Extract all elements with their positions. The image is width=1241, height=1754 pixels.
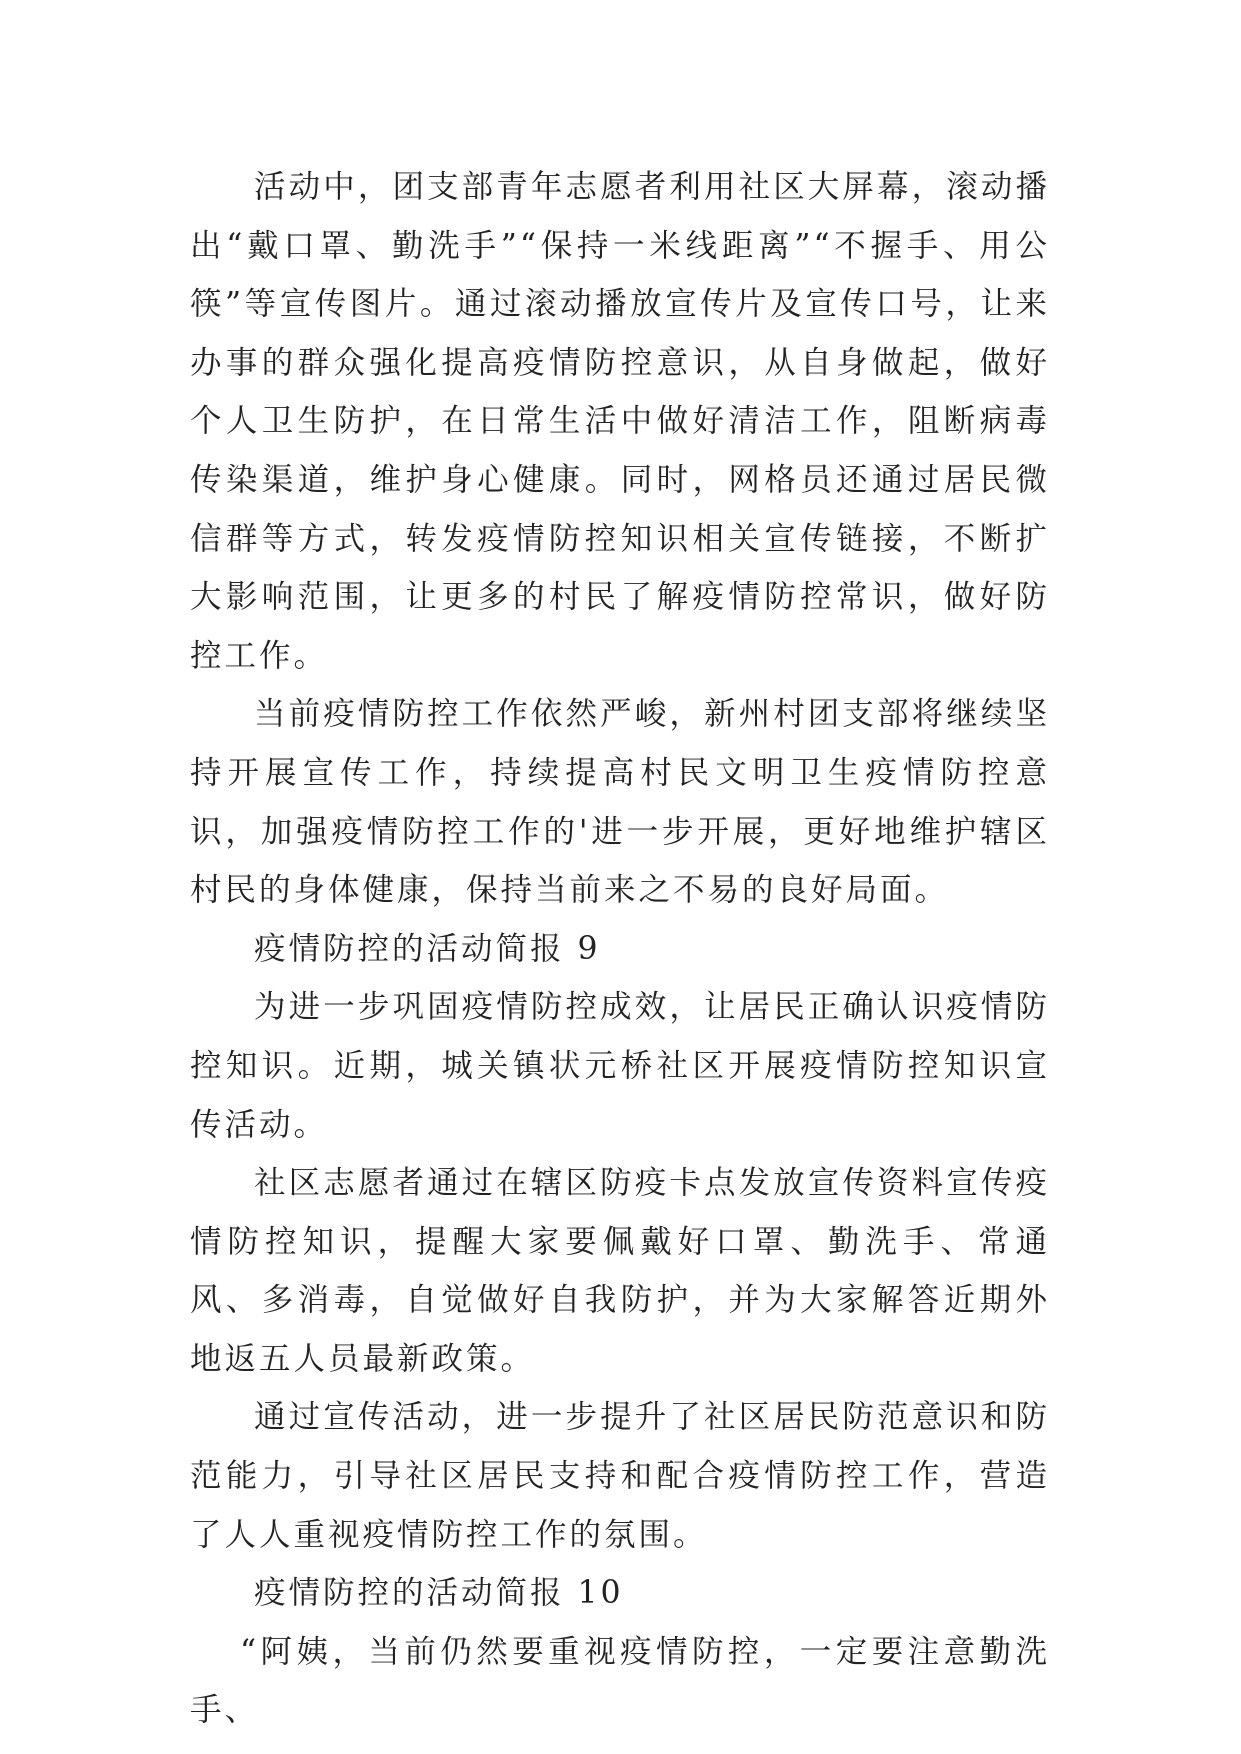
document-body (190, 158, 1050, 1740)
paragraph-briefing-9-intro: 为进一步巩固疫情防控成效，让居民正确认识疫情防控知识。近期，城关镇状元桥社区开展疫情防控知识宣传活动。 (190, 989, 1050, 1143)
paragraph-briefing-10-quote: “阿姨，当前仍然要重视疫情防控，一定要注意勤洗手、 (190, 1633, 1050, 1729)
paragraph-publicity-result: 通过宣传活动，进一步提升了社区居民防范意识和防范能力，引导社区居民支持和配合疫情防控工作，营造了人人重视疫情防控工作的氛围。 (190, 1399, 1050, 1553)
paragraph-volunteer-screen-campaign: 活动中，团支部青年志愿者利用社区大屏幕，滚动播出“戴口罩、勤洗手”“保持一米线距离”“不握手、用公筷”等宣传图片。通过滚动播放宣传片及宣传口号，让来办事的群众强化提高疫情防控意识，从自身做起，做好个人卫生防护，在日常生活中做好清洁工作，阻断病毒传染渠道，维护身心健康。同时，网格员还通过居民微信群等方式，转发疫情防控知识相关宣传链接，不断扩大影响范围，让更多的村民了解疫情防控常识，做好防控工作。 (190, 169, 1050, 674)
section-heading-briefing-10: 疫情防控的活动简报 10 (254, 1575, 624, 1612)
section-heading-briefing-9: 疫情防控的活动简报 9 (254, 930, 601, 967)
paragraph-continue-publicity: 当前疫情防控工作依然严峻，新州村团支部将继续坚持开展宣传工作，持续提高村民文明卫生疫情防控意识，加强疫情防控工作的'进一步开展，更好地维护辖区村民的身体健康，保持当前来之不易的良好局面。 (190, 696, 1050, 909)
paragraph-checkpoint-distribution: 社区志愿者通过在辖区防疫卡点发放宣传资料宣传疫情防控知识，提醒大家要佩戴好口罩、勤洗手、常通风、多消毒，自觉做好自我防护，并为大家解答近期外地返五人员最新政策。 (190, 1165, 1050, 1377)
